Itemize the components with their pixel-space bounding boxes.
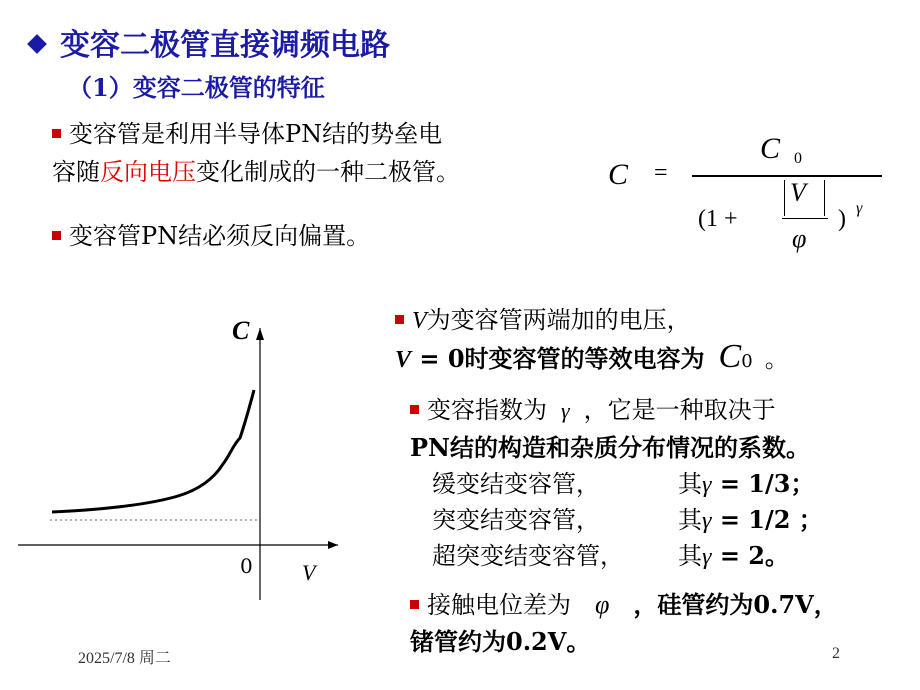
cv-characteristic-graph: [18, 300, 348, 600]
slide-title: [30, 20, 390, 64]
type-value-2: = 1/2 ；: [711, 505, 823, 534]
desc3-phi: φ: [595, 590, 610, 619]
type-value-1: = 1/3；: [711, 469, 815, 498]
desc1-text1: 为变容管两端加的电压，: [426, 306, 691, 334]
footer-date: 2025/7/8 周二: [78, 650, 171, 667]
type-qi-3: 其: [678, 542, 702, 570]
desc1-var2: V: [395, 347, 412, 373]
graph-x-label: V: [302, 560, 316, 585]
formula-exponent: γ: [856, 200, 863, 217]
square-bullet-icon: [395, 315, 404, 324]
formula-den-phi: φ: [792, 224, 807, 253]
desc1-c0: C: [718, 338, 742, 375]
formula-num-sub: 0: [794, 150, 802, 167]
x-axis-arrow-icon: [328, 541, 338, 549]
desc1-c0-sub: 0: [741, 351, 753, 372]
abs-bar-right: [824, 180, 825, 216]
desc3-pre: 接触电位差为: [427, 591, 571, 619]
formula-lhs: C: [608, 158, 629, 191]
desc3-post: ，硅管约为0.7V，: [633, 590, 838, 619]
type-name-1: 缓变结变容管，: [432, 470, 600, 498]
capacitance-formula: [600, 130, 900, 270]
desc2-line2: PN结的构造和杂质分布情况的系数。: [410, 433, 810, 462]
inner-fraction-bar: [782, 218, 828, 219]
bullet1-highlight: 反向电压: [100, 158, 196, 186]
formula-den-close: ): [838, 206, 846, 232]
desc2-pre: 变容指数为: [427, 396, 547, 424]
bullet2-text: 变容管PN结必须反向偏置。: [69, 222, 371, 250]
bullet1-text: 变容管是利用半导体PN结的势垒电: [69, 120, 443, 148]
footer-page-number: 2: [832, 645, 840, 662]
desc2-post: ，它是一种取决于: [583, 396, 776, 424]
desc2-gamma: γ: [561, 398, 570, 423]
graph-y-label: C: [232, 316, 250, 345]
bullet1-pre: 容随: [52, 158, 100, 186]
type-value-3: = 2。: [711, 541, 789, 570]
fraction-bar: [692, 175, 882, 177]
desc1-line1: [395, 300, 691, 335]
graph-origin-label: 0: [240, 554, 253, 578]
bullet1-post: 变化制成的一种二极管。: [196, 158, 460, 186]
bullet1-line2: [52, 152, 460, 187]
desc2-line1: [410, 390, 776, 425]
formula-den-open: (1 +: [698, 206, 738, 232]
desc3-line1: [410, 585, 838, 620]
type-gamma-1: γ: [702, 472, 712, 498]
desc1-var: V: [412, 308, 427, 334]
formula-den-v: V: [790, 178, 806, 207]
diamond-bullet-icon: [27, 34, 47, 54]
square-bullet-icon: [410, 600, 419, 609]
type-qi-2: 其: [678, 506, 702, 534]
type-gamma-3: γ: [702, 544, 712, 570]
desc1-end: 。: [764, 345, 789, 373]
formula-equals: =: [654, 160, 668, 186]
type-row-2: [432, 500, 823, 535]
square-bullet-icon: [410, 405, 419, 414]
cv-curve-svg: [18, 300, 348, 600]
type-row-3: [432, 536, 789, 571]
desc1-text2: = 0时变容管的等效电容为: [411, 344, 705, 373]
abs-bar-left: [784, 180, 785, 216]
bullet1-line1: [52, 114, 442, 149]
desc3-line2: 锗管约为0.2V。: [410, 627, 591, 656]
type-name-2: 突变结变容管，: [432, 506, 600, 534]
square-bullet-icon: [52, 231, 61, 240]
bullet2: [52, 216, 370, 251]
section-subtitle: （1）变容二极管的特征: [68, 73, 325, 102]
type-row-1: [432, 464, 814, 499]
title-text: 变容二极管直接调频电路: [60, 28, 390, 63]
y-axis-arrow-icon: [256, 328, 264, 340]
formula-numerator: C: [760, 132, 781, 165]
square-bullet-icon: [52, 129, 61, 138]
cv-curve: [52, 390, 254, 512]
type-qi-1: 其: [678, 470, 702, 498]
type-gamma-2: γ: [702, 508, 712, 534]
type-name-3: 超突变结变容管，: [432, 542, 624, 570]
desc1-line2: [395, 338, 789, 376]
